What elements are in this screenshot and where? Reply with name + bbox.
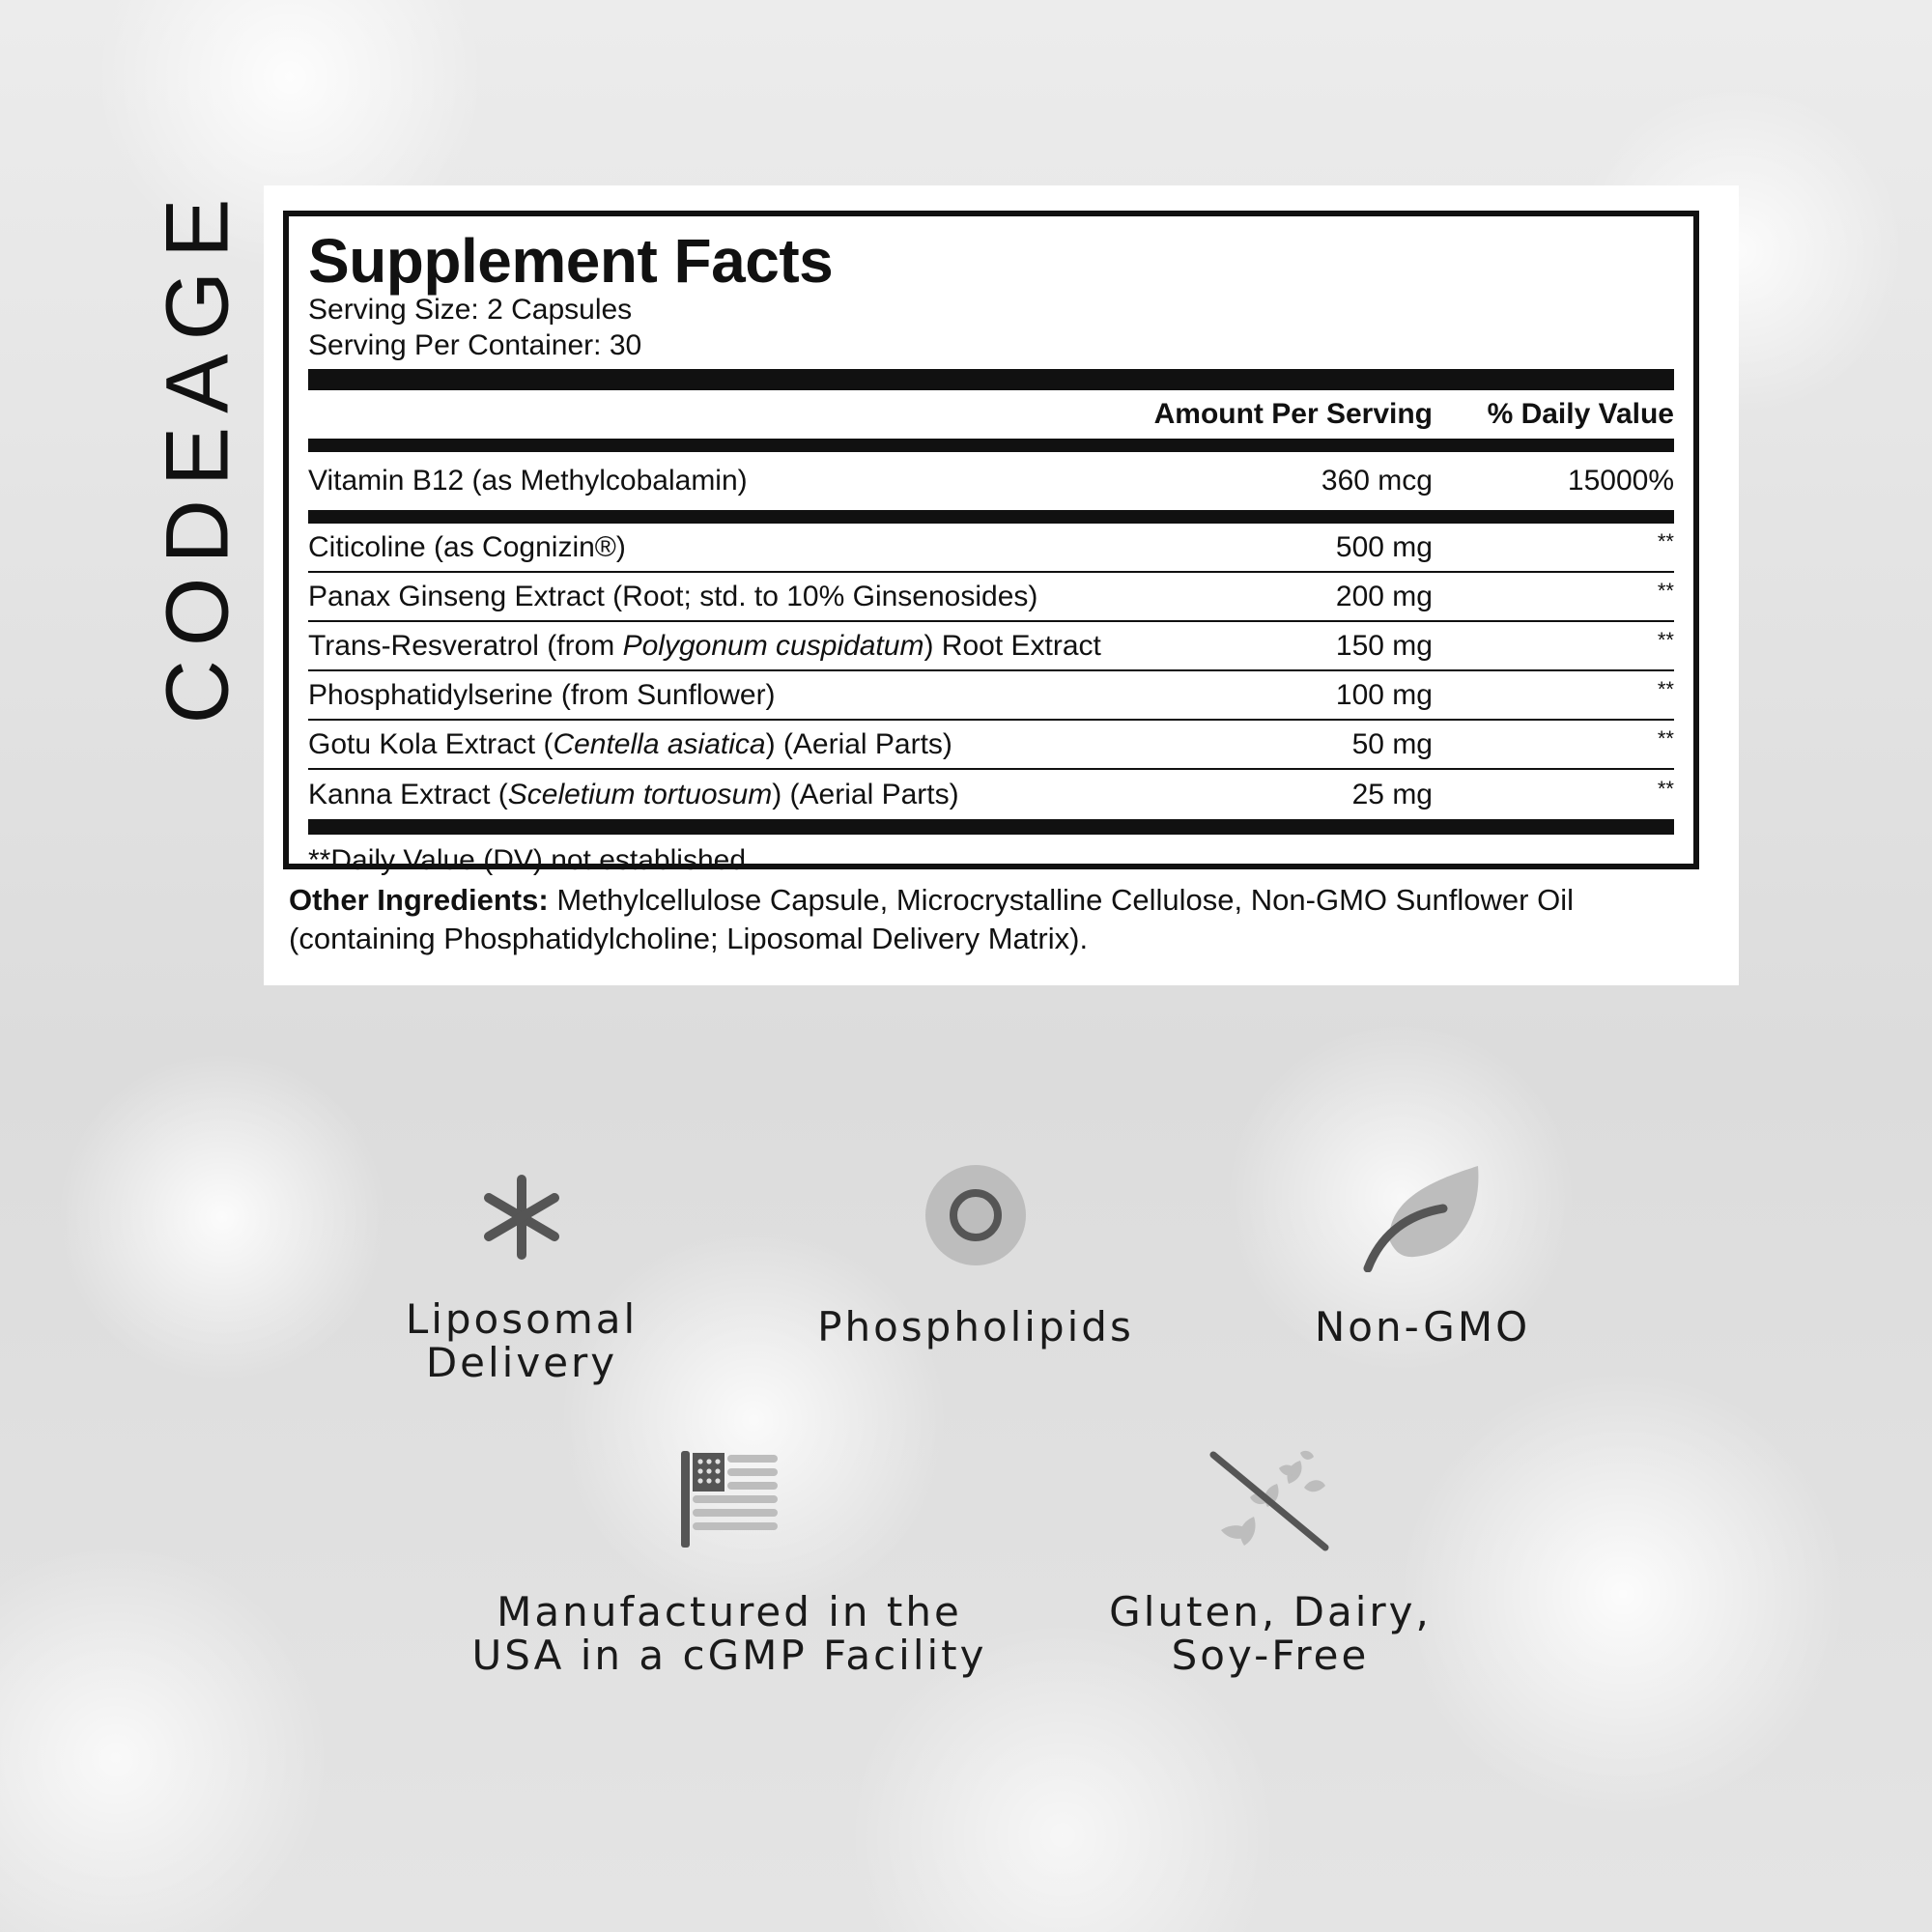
ingredient-amount: 360 mcg (1321, 465, 1433, 497)
other-ingredients-label: Other Ingredients: (289, 883, 549, 917)
ingredient-name: Phosphatidylserine (from Sunflower) (308, 678, 776, 711)
other-ingredients-text: Methylcellulose Capsule, Microcrystalline Cellulose, Non-GMO Sunflower Oil (containing Phosphatidylcholine; Liposomal Delivery Matrix). (289, 883, 1574, 955)
ingredient-dv: 15000% (1567, 465, 1674, 497)
table-row (308, 573, 1674, 622)
header-daily-value: % Daily Value (1487, 398, 1674, 430)
ingredient-dv: ** (1657, 776, 1674, 801)
serving-size: Serving Size: 2 Capsules (308, 294, 633, 326)
ingredient-amount: 100 mg (1335, 678, 1433, 711)
divider-thick (308, 369, 1674, 390)
divider-bottom (308, 819, 1674, 835)
other-ingredients (289, 881, 1719, 958)
ingredient-amount: 150 mg (1335, 629, 1433, 662)
servings-per-container: Serving Per Container: 30 (308, 329, 642, 361)
table-header (308, 390, 1674, 439)
header-amount: Amount Per Serving (1153, 398, 1433, 430)
leaf-icon (1360, 1164, 1486, 1272)
table-row (308, 721, 1674, 770)
ingredient-amount: 200 mg (1335, 580, 1433, 612)
ingredient-name: Panax Ginseng Extract (Root; std. to 10% Ginsenosides) (308, 580, 1038, 612)
divider-medium (308, 510, 1674, 524)
badge-liposomal-delivery (377, 1174, 667, 1384)
ingredient-name: Vitamin B12 (as Methylcobalamin) (308, 465, 748, 497)
ingredient-dv: ** (1657, 676, 1674, 701)
badge-made-in-usa (464, 1449, 995, 1677)
ingredient-name: Trans-Resveratrol (from Polygonum cuspidatum) Root Extract (308, 629, 1101, 662)
badge-label: Liposomal Delivery (405, 1295, 639, 1386)
ingredient-amount: 500 mg (1335, 530, 1433, 563)
badge-label: Non-GMO (1314, 1303, 1531, 1350)
ingredient-name: Citicoline (as Cognizin®) (308, 530, 626, 563)
badge-phospholipids (787, 1164, 1164, 1349)
table-row (308, 622, 1674, 671)
ingredient-name: Gotu Kola Extract (Centella asiatica) (Aerial Parts) (308, 727, 952, 760)
ingredient-dv: ** (1657, 627, 1674, 652)
ingredient-amount: 25 mg (1351, 778, 1433, 810)
table-row (308, 770, 1674, 819)
us-flag-icon (679, 1449, 780, 1549)
ingredient-dv: ** (1657, 725, 1674, 751)
circle-ring-icon (924, 1164, 1027, 1266)
table-row (308, 452, 1674, 510)
footnote: **Daily Value (DV) not established. (308, 844, 754, 876)
badge-label: Manufactured in the USA in a cGMP Facility (471, 1588, 987, 1679)
asterisk-icon (478, 1174, 565, 1261)
badge-label: Phospholipids (817, 1303, 1134, 1350)
facts-title: Supplement Facts (308, 226, 834, 296)
badge-non-gmo (1294, 1164, 1550, 1349)
supplement-facts-panel (283, 211, 1699, 876)
badge-allergen-free (1101, 1449, 1439, 1677)
ingredient-dv: ** (1657, 578, 1674, 603)
ingredient-dv: ** (1657, 528, 1674, 554)
table-row (308, 671, 1674, 721)
supplement-facts-card (264, 185, 1739, 985)
divider-medium (308, 439, 1674, 452)
crossed-wheat-icon (1208, 1449, 1333, 1551)
badge-label: Gluten, Dairy, Soy-Free (1109, 1588, 1432, 1679)
table-row (308, 524, 1674, 573)
brand-name: CODEAGE (148, 184, 247, 724)
ingredient-name: Kanna Extract (Sceletium tortuosum) (Aerial Parts) (308, 778, 959, 810)
brand-logo (148, 184, 247, 724)
ingredient-amount: 50 mg (1351, 727, 1433, 760)
